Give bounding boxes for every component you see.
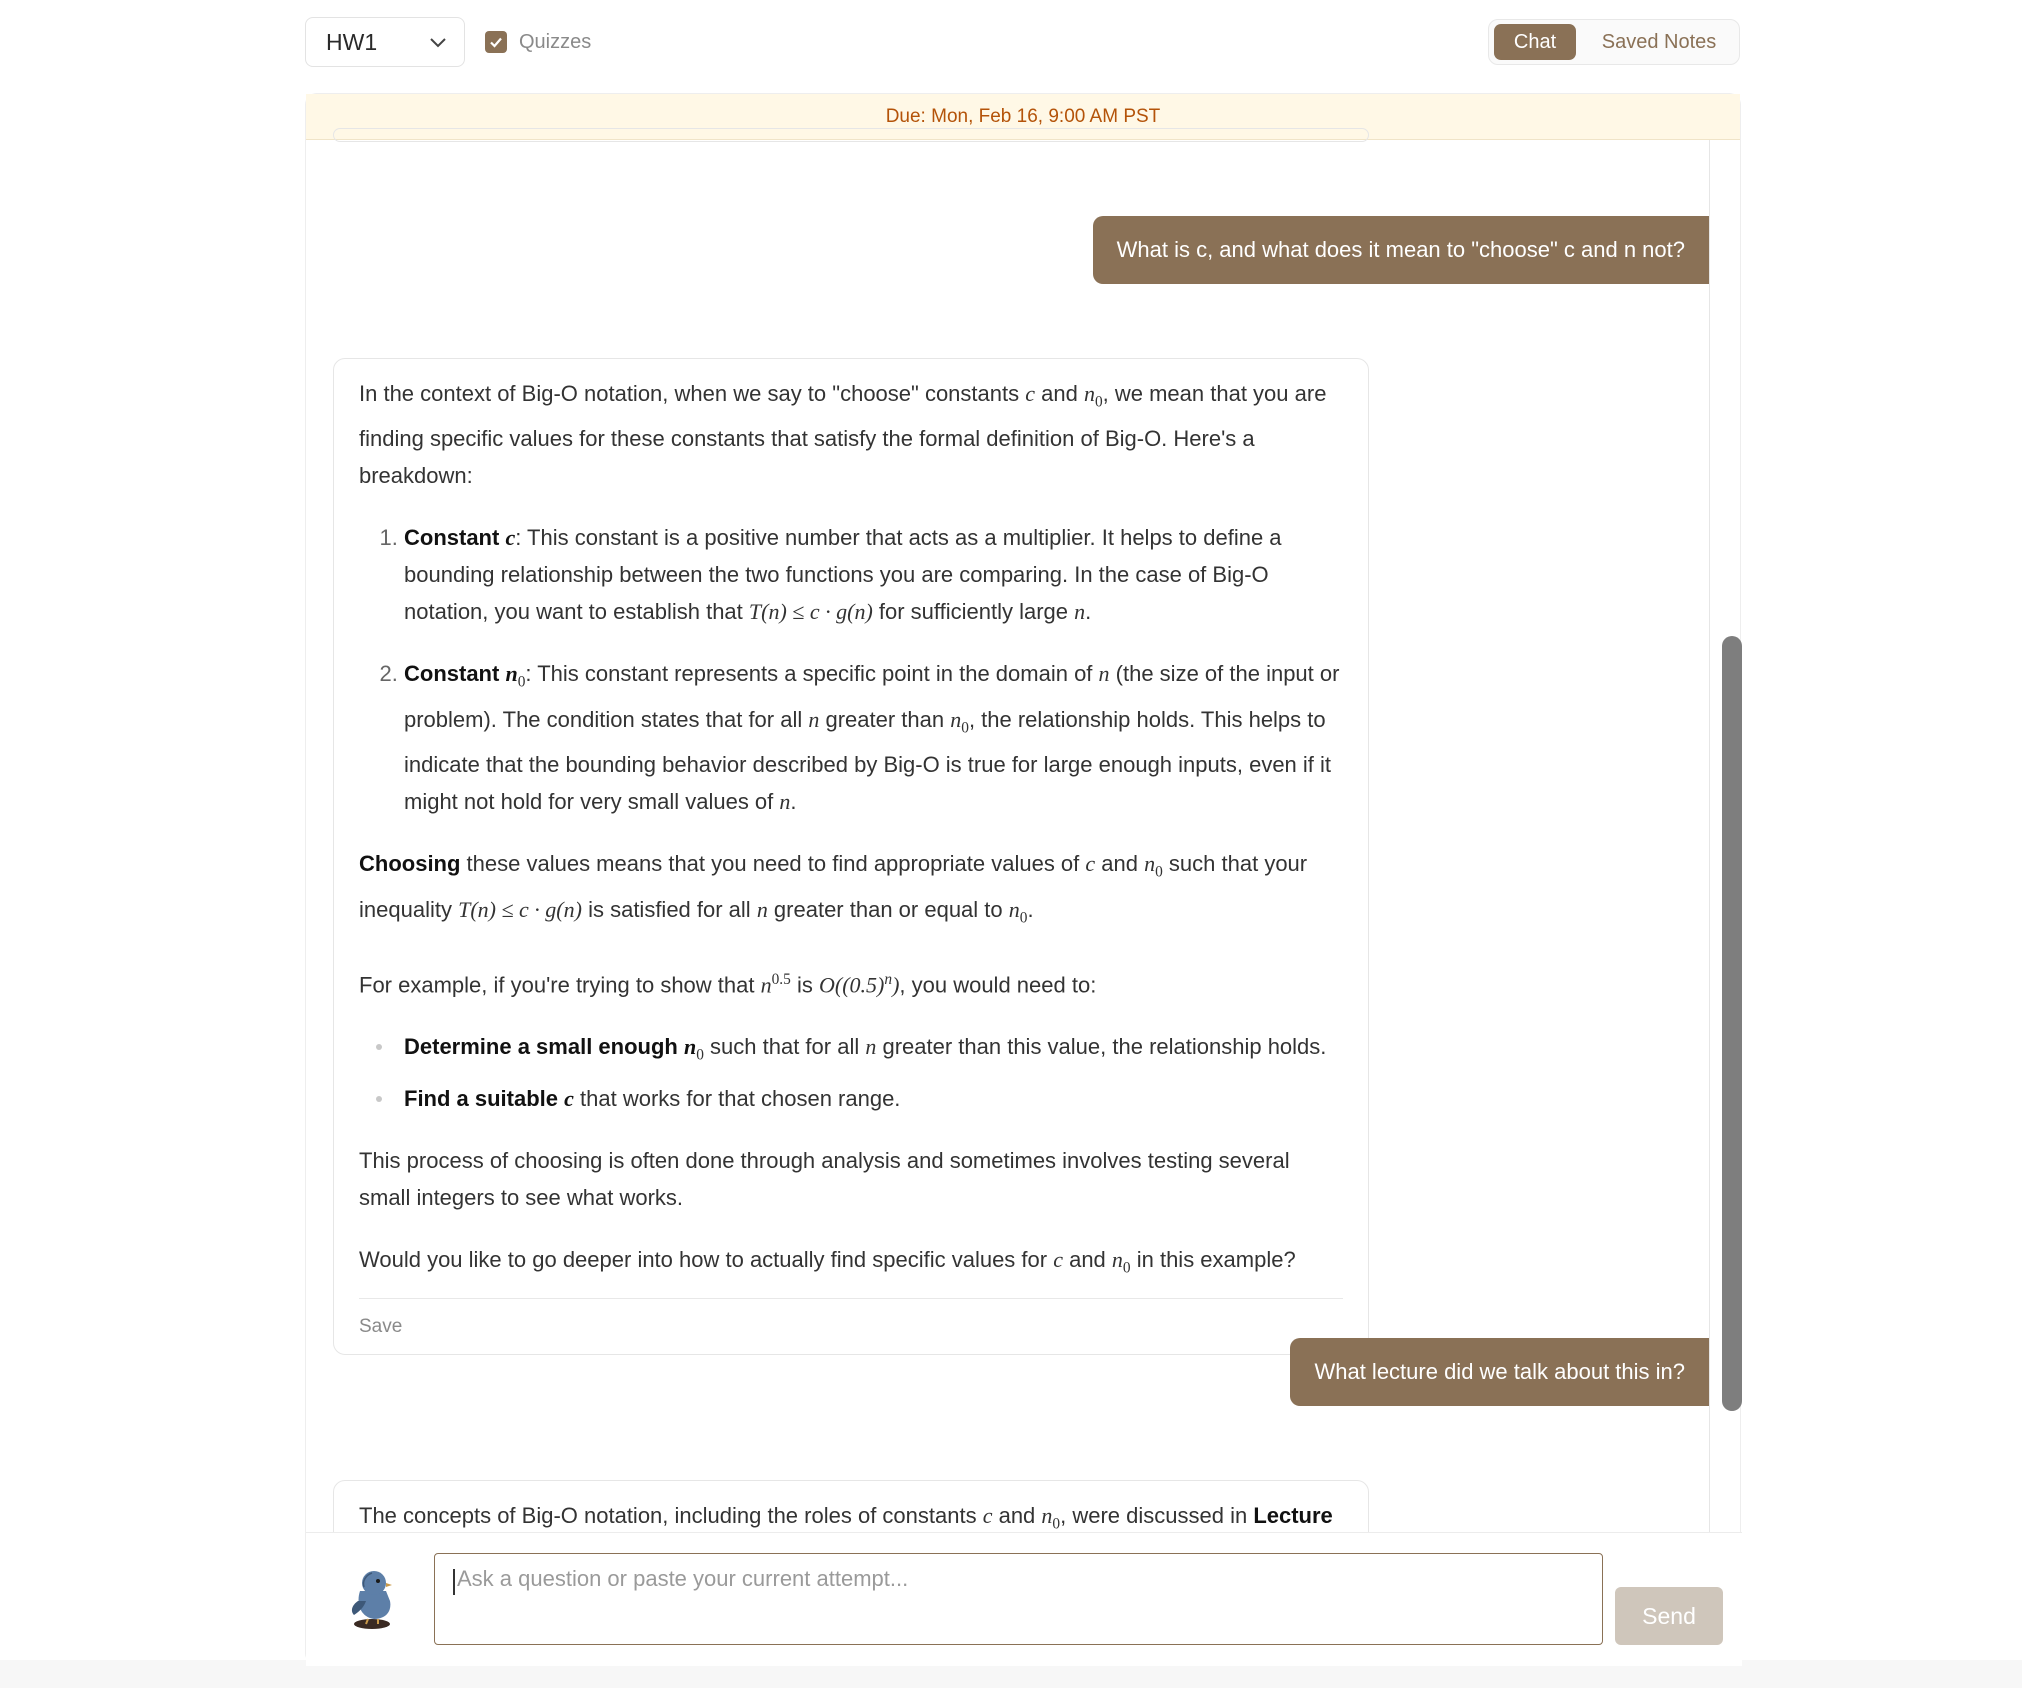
checkbox-checked-icon [485,31,507,53]
message-actions [359,1298,1343,1354]
list-item: Find a suitable c that works for that chosen range. [404,1080,1343,1117]
question-input[interactable] [434,1553,1603,1645]
chevron-down-icon [426,30,450,54]
list-item: 2. Constant $n_0$: This constant represents a specific point in the domain of n (the size of the input or problem). The condition states that for all n greater than $n_0$, the relationship holds. This helps to indicate that the bounding behavior described by Big-O is true for large enough inputs, even if it might not hold for very small values of n. [404,655,1343,820]
assistant-message [333,358,1369,1355]
user-message-text: What is c, and what does it mean to "choose" c and n not? [1116,237,1685,262]
quizzes-label: Quizzes [519,30,592,53]
scrollbar[interactable] [1712,140,1740,1532]
question-input-placeholder: Ask a question or paste your current attempt... [457,1566,909,1591]
message-paragraph: For example, if you're trying to show that $n^{0.5}$ is $O((0.5)^n)$, you would need to: [359,970,1097,998]
numbered-list [359,519,1343,820]
tab-chat[interactable]: Chat [1494,24,1576,60]
text-caret [453,1569,455,1595]
assignment-select[interactable] [305,17,465,67]
user-message [1290,1338,1709,1406]
message-paragraph: This process of choosing is often done through analysis and sometimes involves testing several small integers to see what works. [359,1147,1290,1210]
message-paragraph: Choosing these values means that you need to find appropriate values of c and $n_0$ such that your inequality T(n) ≤ c · g(n) is satisfied for all n greater than or equal to $n_0$. [359,851,1308,926]
top-toolbar [305,17,1740,67]
tab-saved-notes[interactable]: Saved Notes [1601,30,1717,53]
message-paragraph: The concepts of Big-O notation, including the roles of constants c and $n_0$, were discussed in Lecture [359,1503,1333,1533]
message-composer [306,1532,1742,1666]
bullet-list [359,1028,1343,1116]
assignment-select-value: HW1 [326,28,378,55]
scrollbar-thumb[interactable] [1722,636,1742,1411]
save-button[interactable]: Save [359,1316,403,1338]
due-date-text: Due: Mon, Feb 16, 9:00 AM PST [885,105,1161,127]
user-message [1093,216,1709,284]
chat-scroll-area[interactable] [306,140,1710,1532]
user-message-text: What lecture did we talk about this in? [1314,1359,1685,1384]
quizzes-checkbox[interactable] [485,17,591,67]
list-item: Determine a small enough $n_0$ such that for all n greater than this value, the relationship holds. [404,1028,1343,1073]
send-button[interactable]: Send [1615,1587,1723,1645]
chat-panel [305,93,1741,1665]
view-switcher [1488,19,1740,65]
message-paragraph: In the context of Big-O notation, when we say to "choose" constants c and $n_0$, we mean that you are finding specific values for these constants that satisfy the formal definition of Big-O. Here's a breakdown: [359,381,1327,489]
message-paragraph: Would you like to go deeper into how to actually find specific values for c and $n_0$ in this example? [359,1246,1296,1277]
previous-message-edge [333,128,1369,142]
list-item: 1. Constant c: This constant is a positive number that acts as a multiplier. It helps to define a bounding relationship between the two functions you are comparing. In the case of Big-O notation, you want to establish that T(n) ≤ c · g(n) for sufficiently large n. [404,519,1343,630]
bird-mascot-icon [342,1561,402,1631]
